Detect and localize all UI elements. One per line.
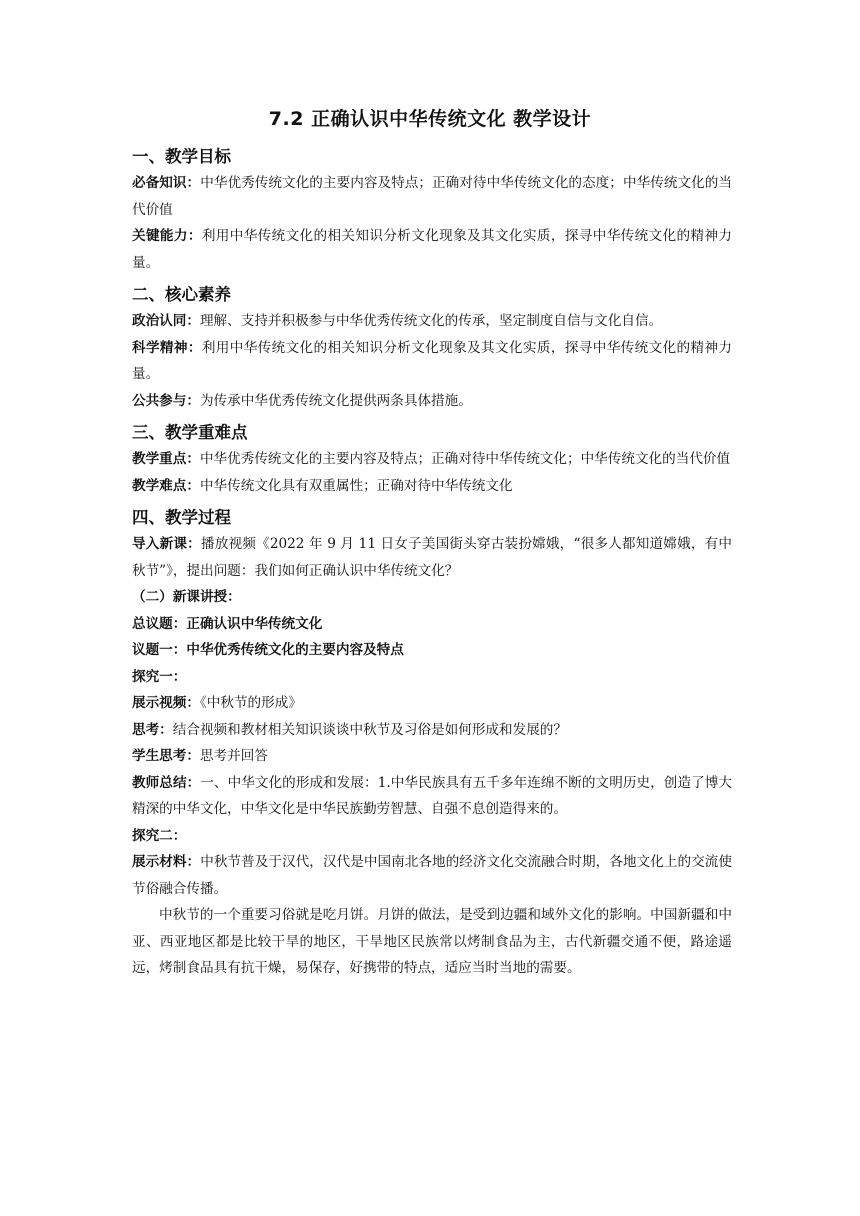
text: 结合视频和教材相关知识谈谈中秋节及习俗是如何形成和发展的？ — [172, 721, 567, 738]
paragraph-required-knowledge — [132, 170, 732, 223]
section-heading-objectives: 一、教学目标 — [132, 147, 231, 166]
text: 一、中华文化的形成和发展：1.中华民族具有五千多年连绵不断的文明历史，创造了博大精深的中华文化，中华文化是中华民族勤劳智慧、自强不息创造得来的。 — [132, 774, 733, 817]
label: 总议题： — [132, 615, 187, 632]
paragraph-public-participation — [132, 388, 732, 415]
document-title: 7.2 正确认识中华传统文化 教学设计 — [268, 108, 592, 130]
label: 公共参与： — [132, 392, 200, 409]
document-body — [132, 143, 732, 982]
text: 播放视频《2022 年 9 月 11 日女子美国街头穿古装扮嫦娥，“很多人都知道嫦娥，有中秋节”》，提出问题：我们如何正确认识中华传统文化？ — [132, 536, 733, 579]
label: 导入新课： — [132, 536, 201, 552]
label: 教学难点： — [132, 477, 200, 494]
label: 展示材料： — [132, 854, 201, 870]
label: 政治认同： — [132, 313, 200, 329]
text: 中华优秀传统文化的主要内容及特点；正确对待中华传统文化的态度；中华传统文化的当代价值 — [132, 175, 732, 218]
text: 正确认识中华传统文化 — [186, 615, 323, 632]
section-heading-core-literacy: 二、核心素养 — [132, 285, 231, 304]
label: 展示视频： — [132, 695, 200, 711]
text: 中华优秀传统文化的主要内容及特点；正确对待中华传统文化；中华传统文化的当代价值 — [199, 451, 731, 467]
text: 中华传统文化具有双重属性；正确对待中华传统文化 — [199, 477, 513, 494]
label: 教学重点： — [132, 451, 200, 467]
label: 科学精神： — [132, 339, 202, 356]
paragraph-intro — [132, 531, 732, 584]
paragraph-video — [132, 690, 732, 717]
paragraph-key-points — [132, 446, 732, 473]
explore-two-label: 探究二： — [132, 827, 187, 844]
label: 议题一： — [132, 642, 187, 658]
label: 关键能力： — [132, 228, 202, 244]
text: 中秋节普及于汉代，汉代是中国南北各地的经济文化交流融合时期，各地文化上的交流使节俗融合传播。 — [132, 854, 732, 897]
paragraph-mooncake: 中秋节的一个重要习俗就是吃月饼。月饼的做法，是受到边疆和域外文化的影响。中国新疆和中亚、西亚地区都是比较干旱的地区，干旱地区民族常以烤制食品为主，古代新疆交通不便，路途遥远，烤制食品具有抗干燥，易保存，好携带的特点，适应当时当地的需要。 — [132, 907, 732, 976]
paragraph-material — [132, 849, 732, 902]
paragraph-main-topic — [132, 611, 732, 638]
label: 教师总结： — [132, 774, 201, 791]
paragraph-difficult-points — [132, 473, 732, 500]
paragraph-teacher-summary — [132, 770, 732, 823]
text: 《中秋节的形成》 — [199, 695, 302, 711]
label: 思考： — [132, 721, 173, 738]
paragraph-scientific-spirit — [132, 335, 732, 388]
explore-one-label: 探究一： — [132, 668, 187, 685]
text: 利用中华传统文化的相关知识分析文化现象及其文化实质，探寻中华传统文化的精神力量。 — [132, 228, 732, 271]
paragraph-political-identity — [132, 308, 732, 335]
paragraph-topic-one — [132, 637, 732, 664]
label: 学生思考： — [132, 748, 200, 764]
section-heading-key-difficult-points: 三、教学重难点 — [132, 423, 248, 442]
paragraph-think — [132, 717, 732, 744]
text: 思考并回答 — [199, 748, 268, 764]
paragraph-key-ability — [132, 223, 732, 276]
text: 为传承中华优秀传统文化提供两条具体措施。 — [199, 392, 472, 409]
section-heading-teaching-process: 四、教学过程 — [132, 508, 231, 527]
text: 中华优秀传统文化的主要内容及特点 — [186, 642, 404, 658]
paragraph-student — [132, 743, 732, 770]
text: 理解、支持并积极参与中华优秀传统文化的传承，坚定制度自信与文化自信。 — [199, 313, 663, 329]
text: 利用中华传统文化的相关知识分析文化现象及其文化实质，探寻中华传统文化的精神力量。 — [132, 339, 732, 382]
subheading-new-lesson: （二）新课讲授： — [132, 589, 241, 605]
label: 必备知识： — [132, 175, 201, 191]
